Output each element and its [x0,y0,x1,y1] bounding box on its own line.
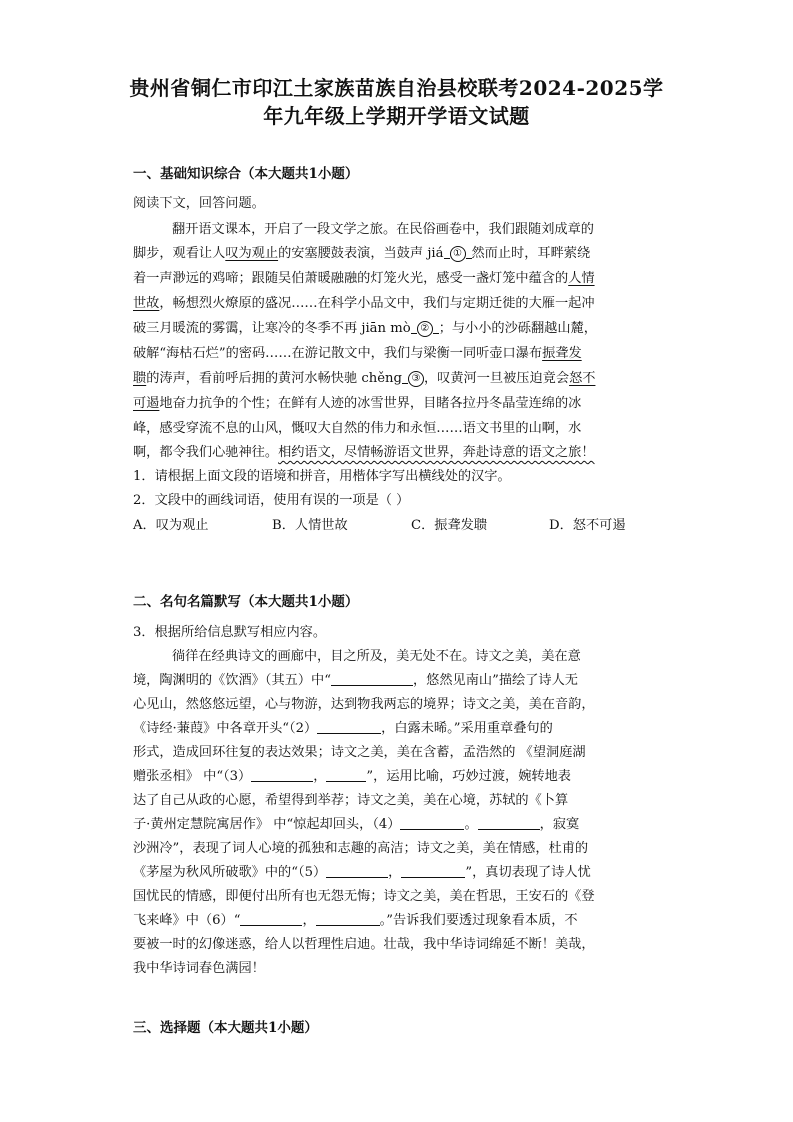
underlined-word: 振聋发 [542,346,582,361]
exam-title-line2: 年九年级上学期开学语文试题 [263,104,530,128]
poem-line: 《诗经·蒹葭》中各章开头“（2） ，白露未晞。”采用重章叠句的 [133,721,553,736]
section-3-heading: 三、选择题（本大题共1小题） [133,1020,318,1036]
answer-blank-6a[interactable] [240,911,302,926]
option-c: C．振聋发聩 [411,518,488,533]
underlined-word: 怒不 [569,371,596,386]
underlined-word: 可遏 [133,396,160,411]
blank-marker-3: ③ [408,371,424,387]
underlined-word: 叹为观止 [225,246,279,261]
answer-blank-5b[interactable] [401,863,465,878]
question-1: 1．请根据上面文段的语境和拼音，用楷体字写出横线处的汉字。 [133,469,511,484]
answer-blank-2[interactable] [317,719,381,734]
blank-marker-1: ① [450,246,466,262]
poem-line: 徜徉在经典诗文的画廊中，目之所及，美无处不在。诗文之美，美在意 [172,649,581,664]
poem-line: 我中华诗词春色满园！ [133,961,265,976]
underlined-word: 人情 [568,271,595,286]
answer-blank-4a[interactable] [400,815,464,830]
underlined-word: 聩 [133,371,147,386]
passage-line: 破解“海枯石烂”的密码……在游记散文中，我们与梁衡一同听壶口瀑布振聋发 [133,346,582,361]
option-b: B．人情世故 [272,518,348,533]
passage-line: 着一声渺远的鸡啼；跟随吴伯萧暖融融的灯笼火光，感受一盏灯笼中蕴含的人情 [133,271,595,286]
poem-line: 国忧民的情感，即便付出所有也无怨无悔；诗文之美，美在哲思，王安石的《登 [133,889,595,904]
passage-line: 可遏地奋力抗争的个性；在鲜有人迹的冰雪世界，目睹各拉丹冬晶莹连绵的冰 [133,396,582,411]
answer-blank-3b[interactable] [326,767,366,782]
poem-line: 达了自己从政的心愿，希望得到举荐；诗文之美，美在心境，苏轼的《卜算 [133,793,569,808]
option-a: A．叹为观止 [133,518,209,533]
answer-blank-4b[interactable] [478,815,540,830]
poem-line: 飞来峰》中（6）“ ， 。”告诉我们要透过现象看本质，不 [133,913,578,928]
exam-title-line1: 贵州省铜仁市印江土家族苗族自治县校联考2024-2025学 [129,76,664,100]
passage-line: 翻开语文课本，开启了一段文学之旅。在民俗画卷中，我们跟随刘成章的 [172,222,594,237]
passage-line: 峰，感受穿流不息的山风，慨叹大自然的伟力和永恒……语文书里的山啊，水 [133,421,582,436]
answer-blank-6b[interactable] [316,911,380,926]
poem-line: 沙洲冷”，表现了词人心境的孤独和志趣的高洁；诗文之美，美在情感，杜甫的 [133,841,589,856]
answer-blank-1[interactable] [331,671,413,686]
underlined-word: 世故 [133,296,160,311]
section-1-heading: 一、基础知识综合（本大题共1小题） [133,166,359,182]
passage-line: 啊，都令我们心驰神往。相约语文，尽情畅游语文世界，奔赴诗意的语文之旅！ [133,445,595,460]
poem-line: 《茅屋为秋风所破歌》中的“（5） ， ”，真切表现了诗人忧 [133,865,591,880]
section-2-heading: 二、名句名篇默写（本大题共1小题） [133,594,359,610]
poem-line: 境，陶渊明的《饮酒》（其五）中“ ，悠然见南山”描绘了诗人无 [133,673,578,688]
passage-line: 聩的涛声，看前呼后拥的黄河水畅快驰 chěng ③ ，叹黄河一旦被压迫竟会怒不 [133,371,596,386]
wavy-underlined-sentence: 相约语文，尽情畅游语文世界，奔赴诗意的语文之旅！ [278,445,595,460]
question-3: 3．根据所给信息默写相应内容。 [133,625,327,640]
poem-line: 要被一时的幻像迷惑，给人以哲理性启迪。壮哉，我中华诗词绵延不断！美哉， [133,937,595,952]
blank-marker-2: ② [417,321,433,337]
option-d: D．怒不可遏 [549,518,626,533]
poem-line: 子·黄州定慧院寓居作》 中“惊起却回头，（4） 。 ，寂寞 [133,817,580,832]
poem-line: 形式，造成回环往复的表达效果；诗文之美，美在含蓄，孟浩然的 《望洞庭湖 [133,745,586,760]
poem-line: 心见山，然悠悠远望，心与物游，达到物我两忘的境界；诗文之美，美在音韵， [133,697,595,712]
poem-line: 赠张丞相》 中“（3） ， ”，运用比喻，巧妙过渡，婉转地表 [133,769,571,784]
answer-blank-3a[interactable] [251,767,313,782]
question-2: 2．文段中的画线词语，使用有误的一项是（ ） [133,493,410,508]
passage-line: 世故，畅想烈火燎原的盛况……在科学小品文中，我们与定期迁徙的大雁一起冲 [133,296,595,311]
answer-blank-5a[interactable] [326,863,388,878]
passage-line: 破三月暖流的雾霭，让寒冷的冬季不再 jiān mò ② ；与小小的沙砾翻越山麓， [133,321,597,336]
passage-line: 脚步，观看让人叹为观止的安塞腰鼓表演，当鼓声 jiá ① 然而止时，耳畔萦绕 [133,246,591,261]
reading-intro: 阅读下文，回答问题。 [133,196,265,211]
